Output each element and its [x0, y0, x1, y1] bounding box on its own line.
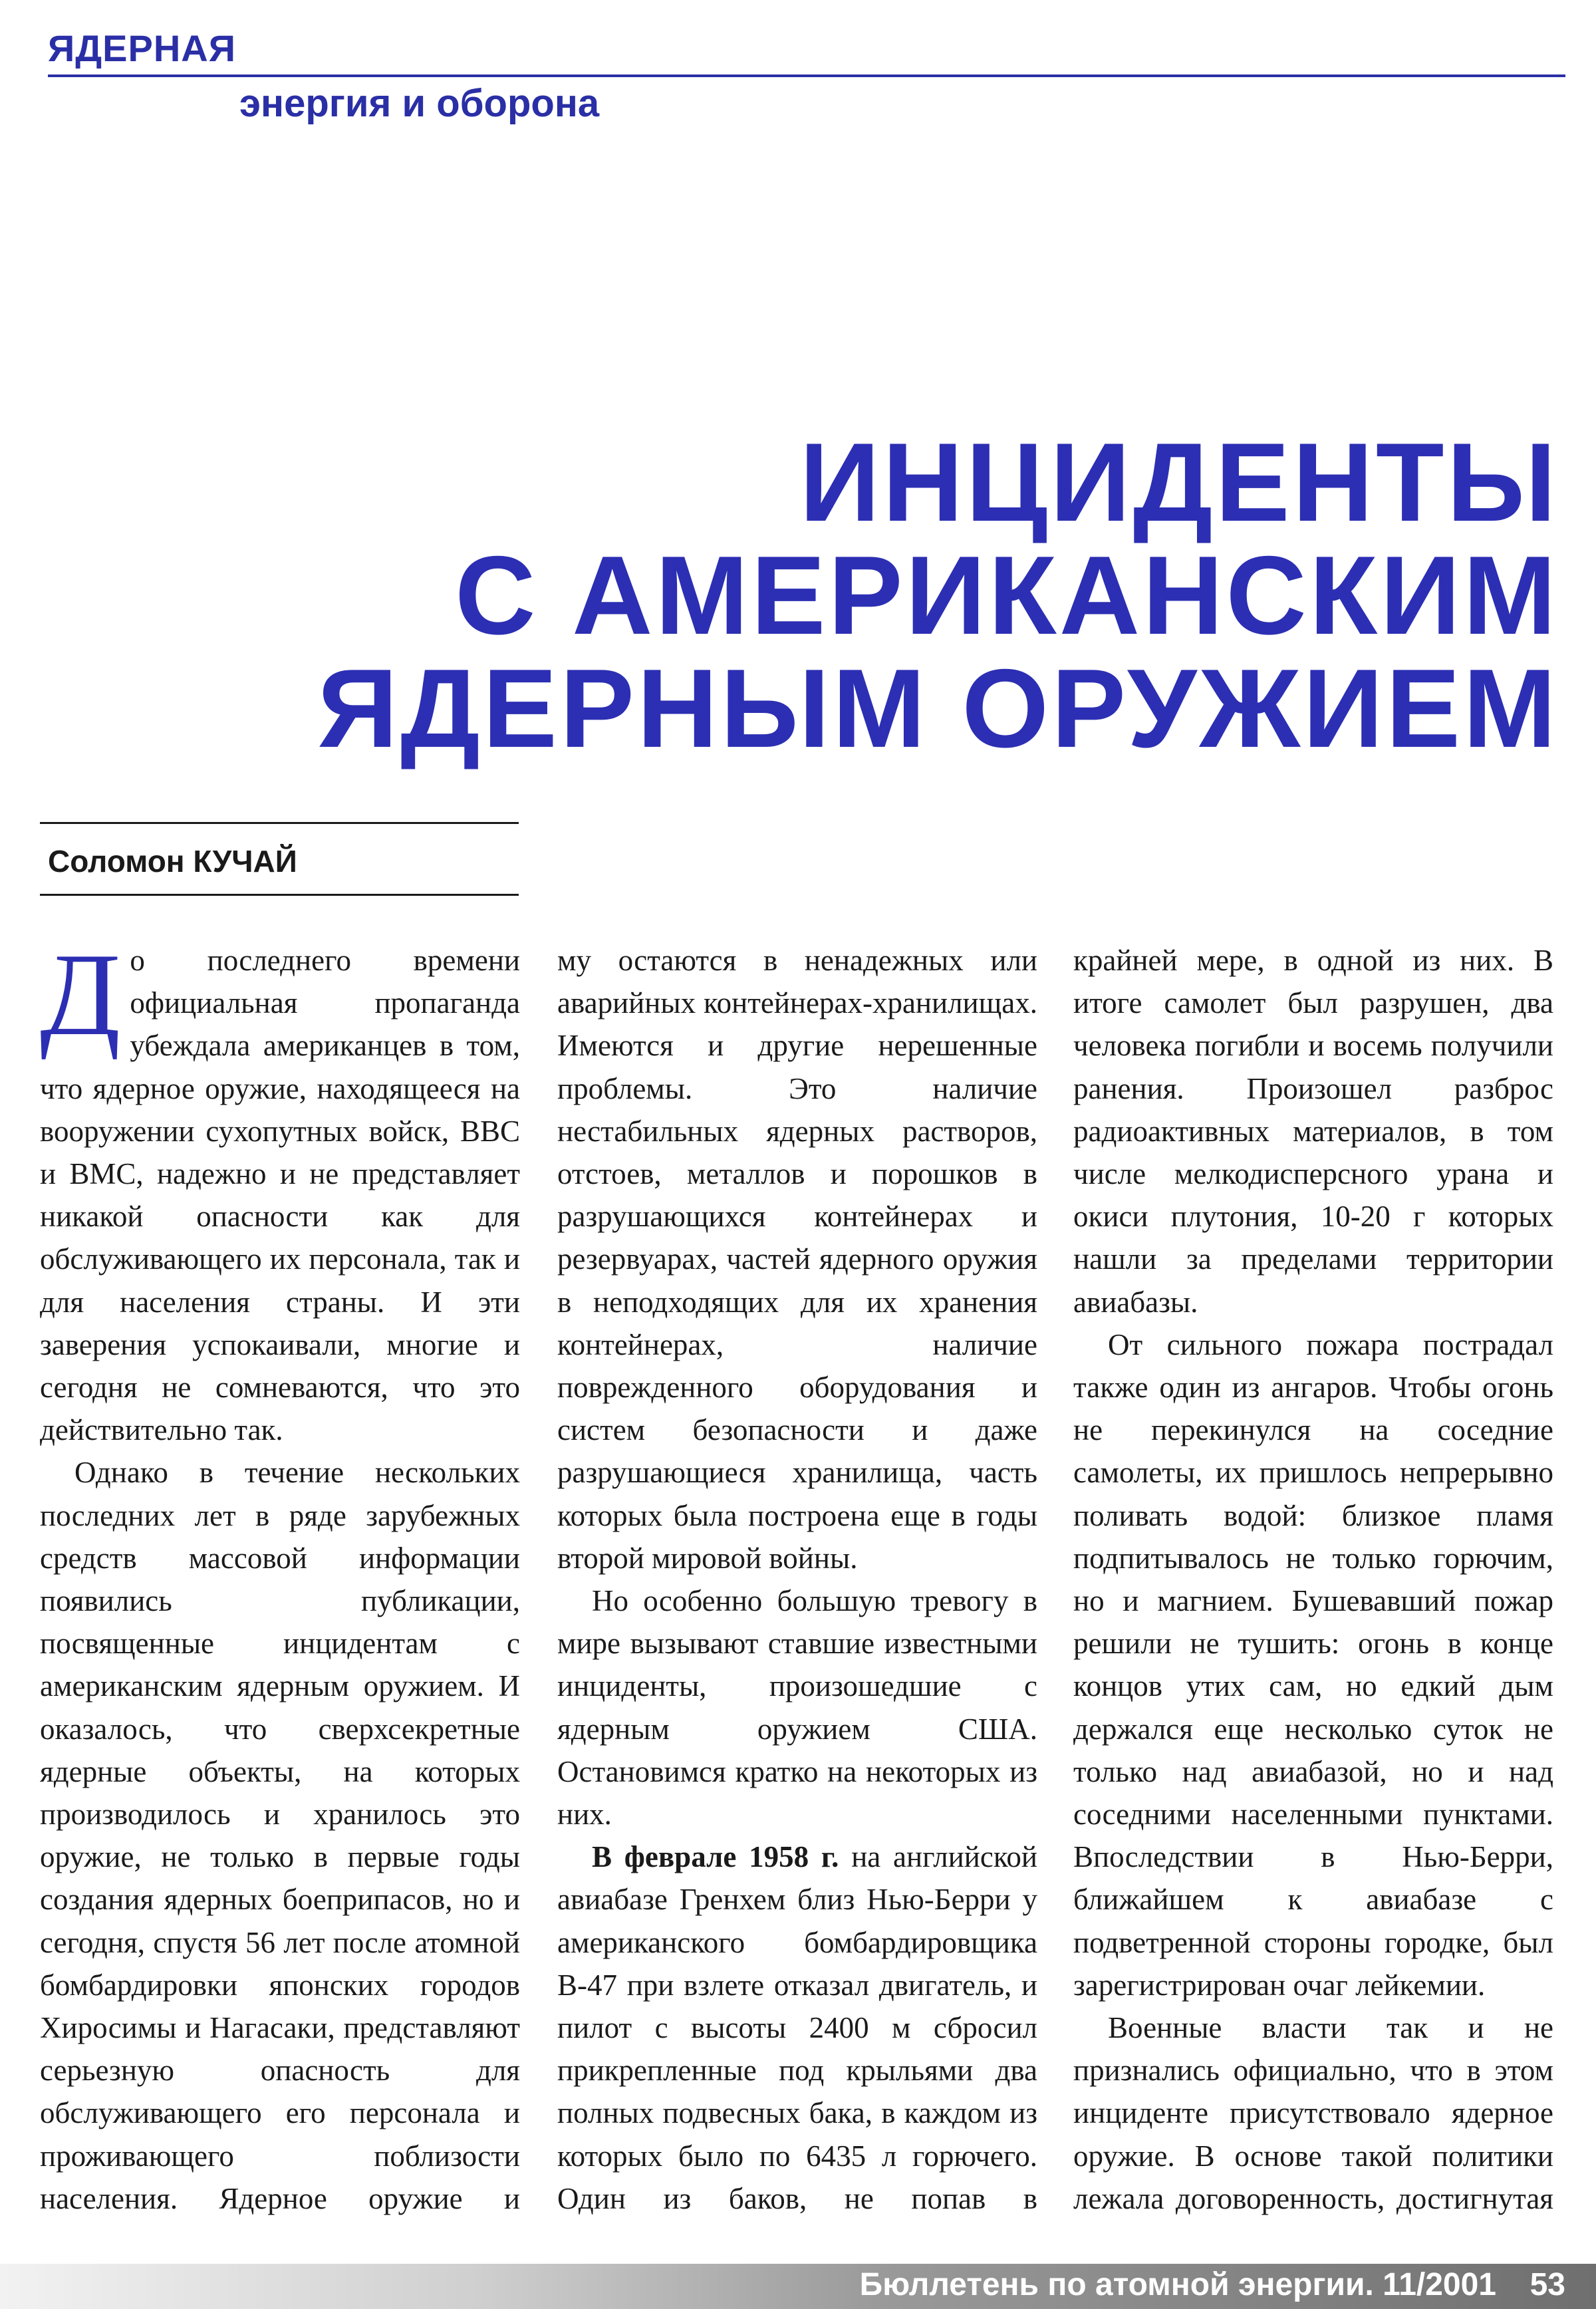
text-column-1 [40, 939, 520, 2216]
paragraph: му остаются в ненадежных или аварийных контейнерах-хранилищах. Имеются и другие нерешенные проблемы. Это наличие нестабильных ядерных растворов, отстоев, металлов и порошков в разрушающихся контейнерах и резервуарах, частей ядерного оружия в неподходящих для их хранения контейнерах, наличие поврежденного оборудования и систем безопасности и даже разрушающиеся хранилища, часть которых была построена еще в годы второй мировой войны. [557, 944, 1037, 1575]
paragraph: Но особенно большую тревогу в мире вызывают ставшие известными инциденты, произошедшие с ядерным оружием США. Остановимся кратко на некоторых из них. [557, 1584, 1037, 1832]
page-number: 53 [1530, 2267, 1565, 2302]
drop-cap: Д [40, 939, 121, 1060]
rubric-divider [48, 74, 1565, 77]
paragraph [40, 939, 520, 1451]
author-rule-bottom [40, 894, 519, 896]
paragraph: Однако в течение нескольких последних лет в ряде зарубежных средств массовой информации появились публикации, посвященные инцидентам с американским ядерным оружием. И оказалось, что сверхсекретные ядерные объекты, на которых производилось и хранилось это оружие, не только в первые годы создания ядерных боеприпасов, но и сегодня, спустя 56 лет после атомной бомбардировки японских городов Хиросимы и Нагасаки, представляют серьезную опасность для обслуживающего его персонала и проживающего поблизости населения. Ядерное оружие и [40, 1456, 520, 2215]
text-column-3 [1073, 939, 1553, 2216]
author-rule-top [40, 822, 519, 824]
journal-name: Бюллетень по атомной энергии. 11/2001 [859, 2267, 1496, 2302]
rubric-title: ЯДЕРНАЯ [48, 27, 236, 69]
paragraph: Военные власти так и не признались официально, что в этом инциденте присутствовало ядерное оружие. В основе такой политики лежала договоренность, достигнутая [1073, 2011, 1553, 2215]
article-title [40, 420, 1559, 771]
title-line-1: ИНЦИДЕНТЫ [799, 420, 1559, 545]
date-lead: В феврале 1958 г. [592, 1840, 839, 1874]
rubric-subtitle: энергия и оборона [239, 82, 600, 125]
paragraph: крайней мере, в одной из них. В итоге самолет был разрушен, два человека погибли и восемь получили ранения. Произошел разброс радиоактивных материалов, в том числе мелкодисперсного урана и окиси плутония, 10-20 г которых нашли за пределами территории авиабазы. [1073, 944, 1553, 1319]
paragraph [557, 1835, 1037, 2216]
paragraph-text: на английской авиабазе Гренхем близ Нью-Берри у американского бомбардировщика В-47 при взлете отказал двигатель, и пилот с высоты 2400 м сбросил прикрепленные под крыльями два полных подвесных бака, в каждом из которых было по 6435 л горючего. Один из баков, не попав в [557, 1840, 1037, 2215]
text-column-2 [557, 939, 1037, 2216]
title-line-3: ЯДЕРНЫМ ОРУЖИЕМ [317, 646, 1559, 771]
author-byline: Соломон КУЧАЙ [48, 844, 297, 879]
paragraph-text: о последнего времени официальная пропаганда убеждала американцев в том, что ядерное оружие, находящееся на вооружении сухопутных войск, ВВС и ВМС, надежно и не представляет никакой опасности как для обслуживающего их персонала, так и для населения страны. И эти заверения успокаивали, многие и сегодня не сомневаются, что это действительно так. [40, 944, 520, 1447]
paragraph: От сильного пожара пострадал также один из ангаров. Чтобы огонь не перекинулся на соседние самолеты, их пришлось непрерывно поливать водой: близкое пламя подпитывалось не только горючим, но и магнием. Бушевавший пожар решили не тушить: огонь в конце концов утих сам, но едкий дым держался еще несколько суток не только над авиабазой, но и над соседними населенными пунктами. Впоследствии в Нью-Берри, ближайшем к авиабазе с подветренной стороны городке, был зарегистрирован очаг лейкемии. [1073, 1327, 1553, 2002]
title-line-2: С АМЕРИКАНСКИМ [455, 533, 1559, 658]
